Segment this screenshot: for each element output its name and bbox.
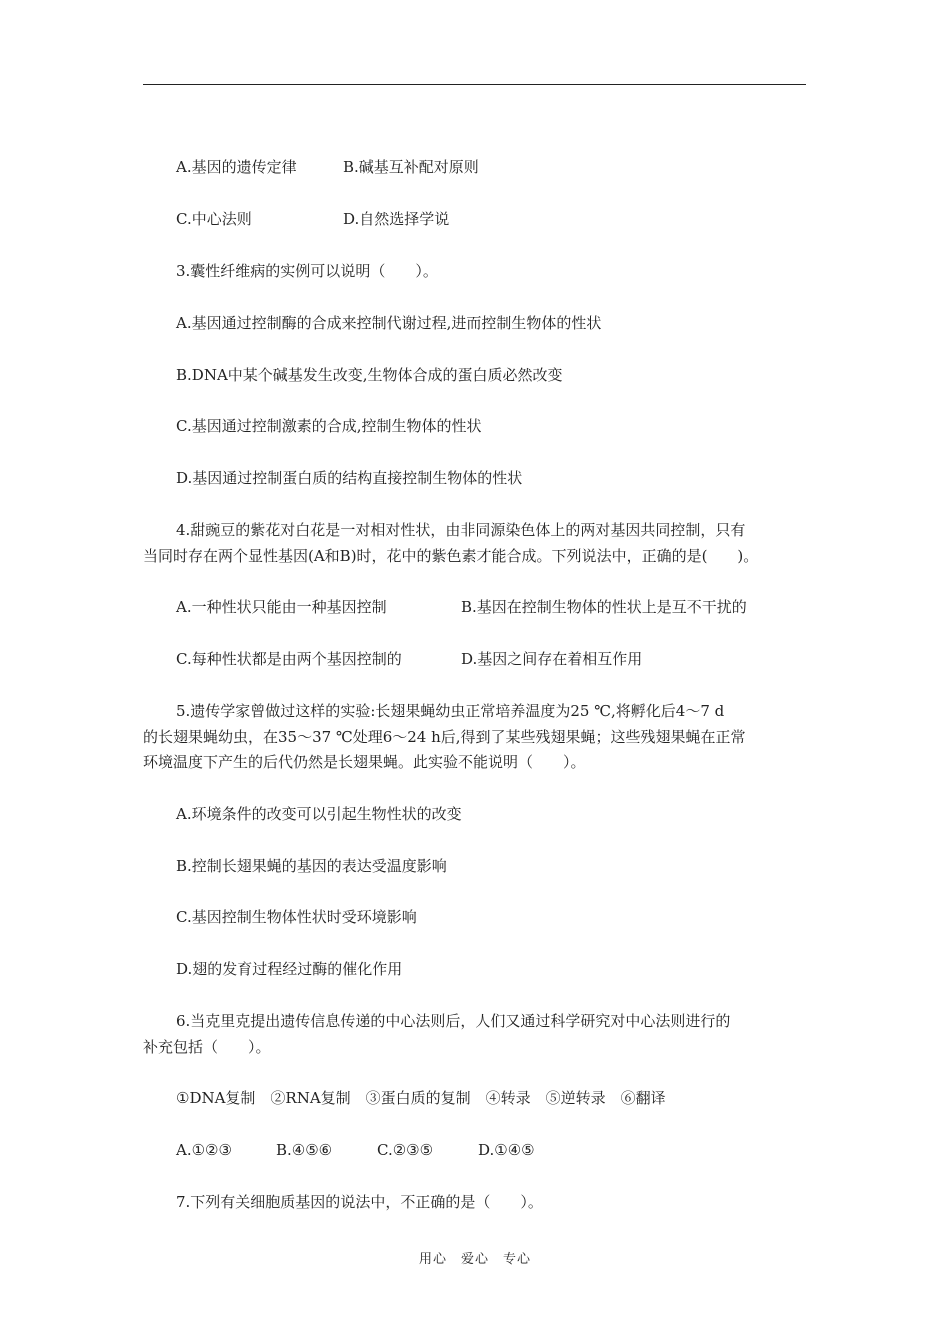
q3-option-a: A.基因通过控制酶的合成来控制代谢过程,进而控制生物体的性状 bbox=[176, 314, 602, 332]
q6-option-a: A.①②③ bbox=[176, 1141, 232, 1159]
q5-option-c: C.基因控制生物体性状时受环境影响 bbox=[176, 908, 417, 926]
q5-option-d: D.翅的发育过程经过酶的催化作用 bbox=[176, 960, 403, 978]
q2-option-a: A.基因的遗传定律 bbox=[176, 158, 297, 176]
q2-option-c: C.中心法则 bbox=[176, 210, 252, 228]
header-rule bbox=[143, 84, 806, 85]
q4-option-c: C.每种性状都是由两个基因控制的 bbox=[176, 650, 402, 668]
q6-option-b: B.④⑤⑥ bbox=[276, 1141, 333, 1159]
q5-stem-line3: 环境温度下产生的后代仍然是长翅果蝇。此实验不能说明（ ）。 bbox=[143, 753, 586, 771]
q5-stem-line1: 5.遗传学家曾做过这样的实验:长翅果蝇幼虫正常培养温度为25 ℃,将孵化后4～7 d bbox=[176, 702, 725, 720]
q2-option-b: B.碱基互补配对原则 bbox=[343, 158, 479, 176]
q4-option-b: B.基因在控制生物体的性状上是互不干扰的 bbox=[461, 598, 747, 616]
q7-stem: 7.下列有关细胞质基因的说法中，不正确的是（ ）。 bbox=[176, 1193, 543, 1211]
q4-stem-line1: 4.甜豌豆的紫花对白花是一对相对性状，由非同源染色体上的两对基因共同控制，只有 bbox=[176, 521, 746, 539]
q4-stem-line2: 当同时存在两个显性基因(A和B)时，花中的紫色素才能合成。下列说法中，正确的是( )。 bbox=[143, 547, 759, 565]
q3-stem: 3.囊性纤维病的实例可以说明（ ）。 bbox=[176, 262, 438, 280]
q4-option-d: D.基因之间存在着相互作用 bbox=[461, 650, 643, 668]
q3-option-d: D.基因通过控制蛋白质的结构直接控制生物体的性状 bbox=[176, 469, 523, 487]
q3-option-c: C.基因通过控制激素的合成,控制生物体的性状 bbox=[176, 417, 482, 435]
q6-option-c: C.②③⑤ bbox=[377, 1141, 434, 1159]
q2-option-d: D.自然选择学说 bbox=[343, 210, 450, 228]
q5-option-a: A.环境条件的改变可以引起生物性状的改变 bbox=[176, 805, 462, 823]
q3-option-b: B.DNA中某个碱基发生改变,生物体合成的蛋白质必然改变 bbox=[176, 366, 563, 384]
q5-option-b: B.控制长翅果蝇的基因的表达受温度影响 bbox=[176, 857, 447, 875]
q6-stem-line1: 6.当克里克提出遗传信息传递的中心法则后，人们又通过科学研究对中心法则进行的 bbox=[176, 1012, 731, 1030]
q6-stem-line2: 补充包括（ ）。 bbox=[143, 1038, 271, 1056]
q6-items: ①DNA复制 ②RNA复制 ③蛋白质的复制 ④转录 ⑤逆转录 ⑥翻译 bbox=[176, 1089, 666, 1107]
q6-option-d: D.①④⑤ bbox=[478, 1141, 535, 1159]
page-footer: 用心 爱心 专心 bbox=[418, 1252, 531, 1267]
q5-stem-line2: 的长翅果蝇幼虫，在35～37 ℃处理6～24 h后,得到了某些残翅果蝇；这些残翅果蝇在正常 bbox=[143, 728, 746, 746]
q4-option-a: A.一种性状只能由一种基因控制 bbox=[176, 598, 387, 616]
